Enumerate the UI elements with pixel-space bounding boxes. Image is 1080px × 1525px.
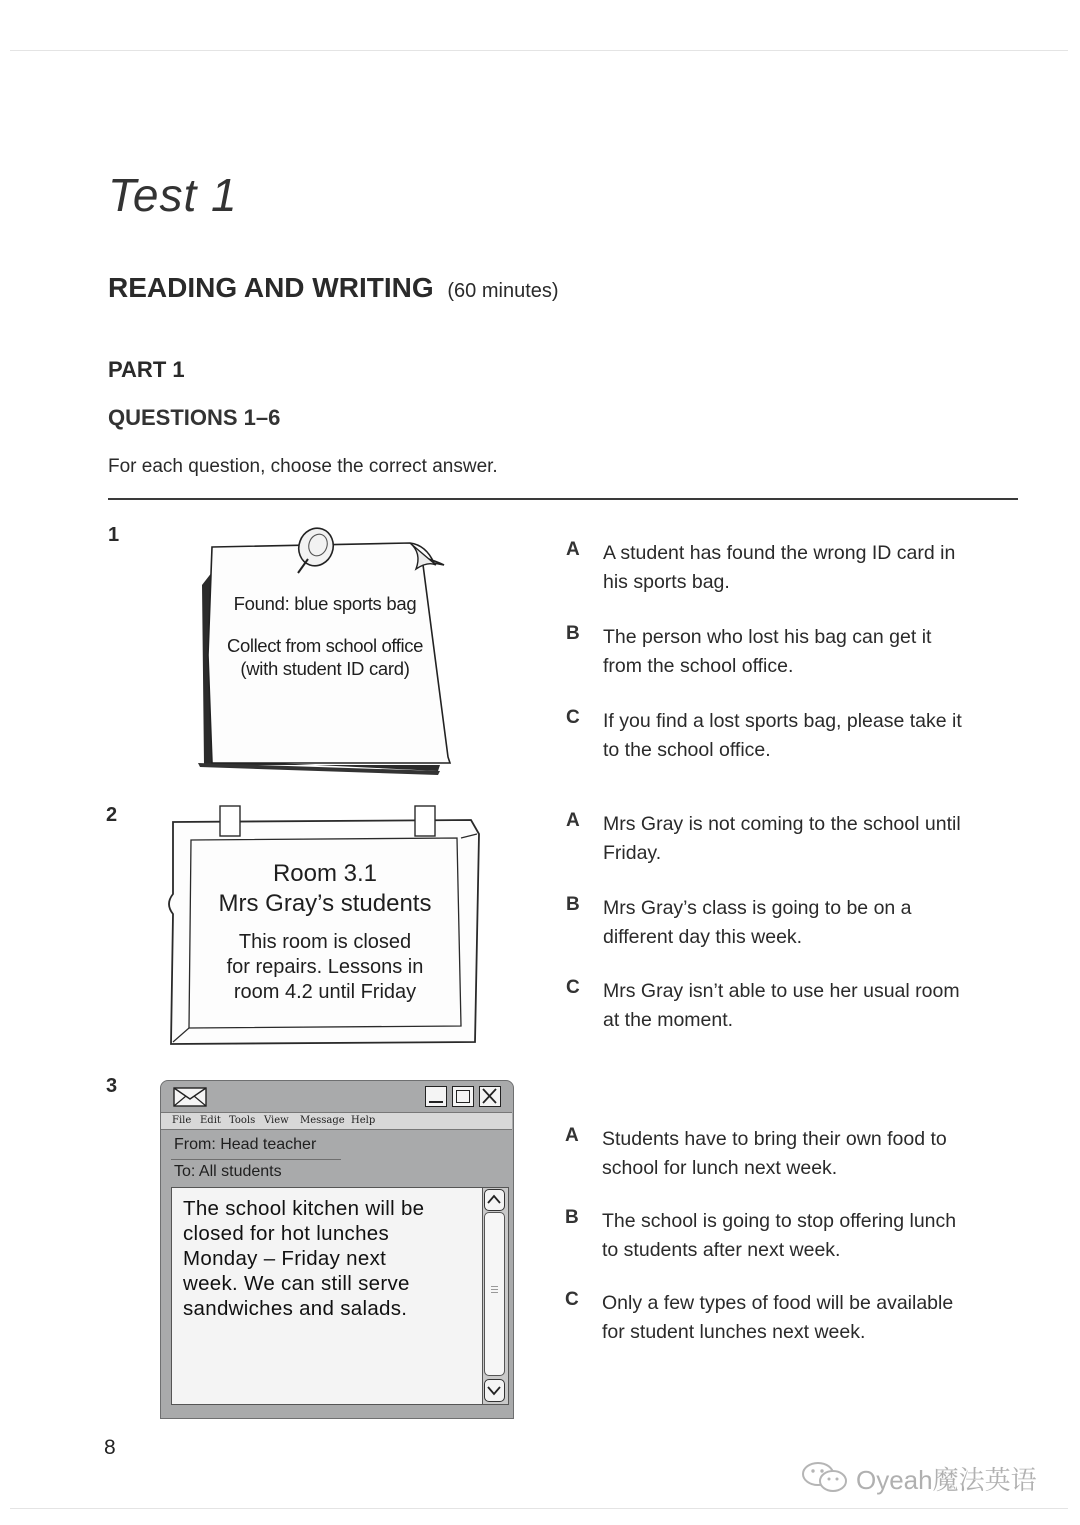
scroll-down-icon[interactable] (484, 1379, 505, 1402)
sign-line-3: This room is closed (238, 931, 412, 953)
option-letter: A (566, 810, 580, 831)
email-window (160, 1080, 514, 1419)
test-title: Test 1 (108, 169, 238, 221)
email-scrollbar[interactable] (483, 1187, 509, 1405)
option-letter: A (565, 1125, 579, 1146)
minimize-icon[interactable] (425, 1086, 447, 1107)
option-letter: C (565, 1289, 579, 1310)
section-title (108, 272, 559, 304)
email-body-line-3: Monday – Friday next (183, 1247, 387, 1270)
option-letter: C (566, 977, 580, 998)
question-2-notice (165, 804, 485, 1049)
question-2-option-c[interactable] (566, 977, 966, 1035)
option-text: The school is going to stop offering lunch to students after next week. (602, 1210, 957, 1261)
top-page-edge (10, 50, 1068, 51)
question-1-option-b[interactable] (566, 623, 966, 681)
watermark-text: Oyeah魔法英语 (856, 1465, 1037, 1495)
email-body-line-1: The school kitchen will be (183, 1197, 425, 1220)
menu-message[interactable]: Message (300, 1115, 345, 1126)
option-text: Mrs Gray’s class is going to be on a different day this week. (603, 897, 912, 948)
option-text: Mrs Gray isn’t able to use her usual room at the moment. (603, 980, 960, 1031)
wechat-icon (800, 1460, 852, 1494)
option-text: Mrs Gray is not coming to the school until Friday. (603, 813, 961, 864)
section-title-text: READING AND WRITING (108, 272, 434, 303)
notice-line-1: Found: blue sports bag (233, 593, 417, 614)
envelope-icon (173, 1087, 207, 1107)
option-text: Students have to bring their own food to school for lunch next week. (602, 1128, 947, 1179)
option-text: If you find a lost sports bag, please take it to the school office. (603, 710, 962, 761)
tape-left-icon (220, 806, 240, 836)
question-1-number: 1 (108, 524, 120, 546)
bottom-page-edge (10, 1508, 1068, 1509)
option-letter: B (565, 1207, 579, 1228)
option-text: Only a few types of food will be available for student lunches next week. (602, 1292, 954, 1343)
watermark (800, 1458, 1050, 1498)
email-menu-bar (161, 1112, 512, 1130)
question-1-option-a[interactable] (566, 539, 966, 597)
tape-right-icon (415, 806, 435, 836)
option-letter: A (566, 539, 580, 560)
scroll-thumb[interactable] (484, 1212, 505, 1376)
questions-title: QUESTIONS 1–6 (108, 405, 281, 430)
question-1-notice (190, 525, 460, 780)
question-1-option-c[interactable] (566, 707, 966, 765)
menu-edit[interactable]: Edit (200, 1115, 221, 1126)
sign-line-5: room 4.2 until Friday (233, 981, 417, 1003)
email-body-line-4: week. We can still serve (183, 1272, 410, 1295)
notice-line-2: Collect from school office (227, 635, 423, 656)
maximize-icon[interactable] (452, 1086, 474, 1107)
email-body (171, 1187, 483, 1405)
sign-room: Room 3.1 (272, 860, 378, 887)
email-title-bar (161, 1081, 512, 1111)
close-icon[interactable] (479, 1086, 501, 1107)
question-3-option-c[interactable] (565, 1289, 965, 1347)
question-2-number: 2 (106, 804, 118, 826)
option-letter: B (566, 894, 580, 915)
section-divider (108, 498, 1018, 500)
menu-view[interactable]: View (264, 1115, 289, 1126)
option-text: The person who lost his bag can get it from the school office. (603, 626, 932, 677)
part-title: PART 1 (108, 357, 185, 382)
menu-help[interactable]: Help (351, 1115, 376, 1126)
sign-students: Mrs Gray’s students (218, 890, 432, 917)
email-to: To: All students (174, 1163, 282, 1180)
page-number: 8 (104, 1436, 116, 1459)
option-letter: C (566, 707, 580, 728)
email-from: From: Head teacher (174, 1136, 317, 1153)
question-3-option-b[interactable] (565, 1207, 965, 1265)
question-2-option-a[interactable] (566, 810, 966, 868)
email-body-line-5: sandwiches and salads. (183, 1297, 408, 1320)
menu-tools[interactable]: Tools (229, 1115, 256, 1126)
option-text: A student has found the wrong ID card in his sports bag. (603, 542, 956, 593)
option-letter: B (566, 623, 580, 644)
question-2-option-b[interactable] (566, 894, 966, 952)
taped-sign-illustration (165, 804, 485, 1049)
sign-line-4: for repairs. Lessons in (226, 956, 424, 978)
menu-file[interactable]: File (172, 1115, 192, 1126)
scroll-up-icon[interactable] (484, 1189, 505, 1211)
question-3-number: 3 (106, 1075, 118, 1097)
notice-line-3: (with student ID card) (240, 658, 410, 679)
instruction: For each question, choose the correct answer. (108, 456, 498, 477)
question-3-option-a[interactable] (565, 1125, 965, 1183)
section-duration: (60 minutes) (447, 280, 559, 302)
email-header-divider (171, 1159, 341, 1160)
email-body-line-2: closed for hot lunches (183, 1222, 390, 1245)
